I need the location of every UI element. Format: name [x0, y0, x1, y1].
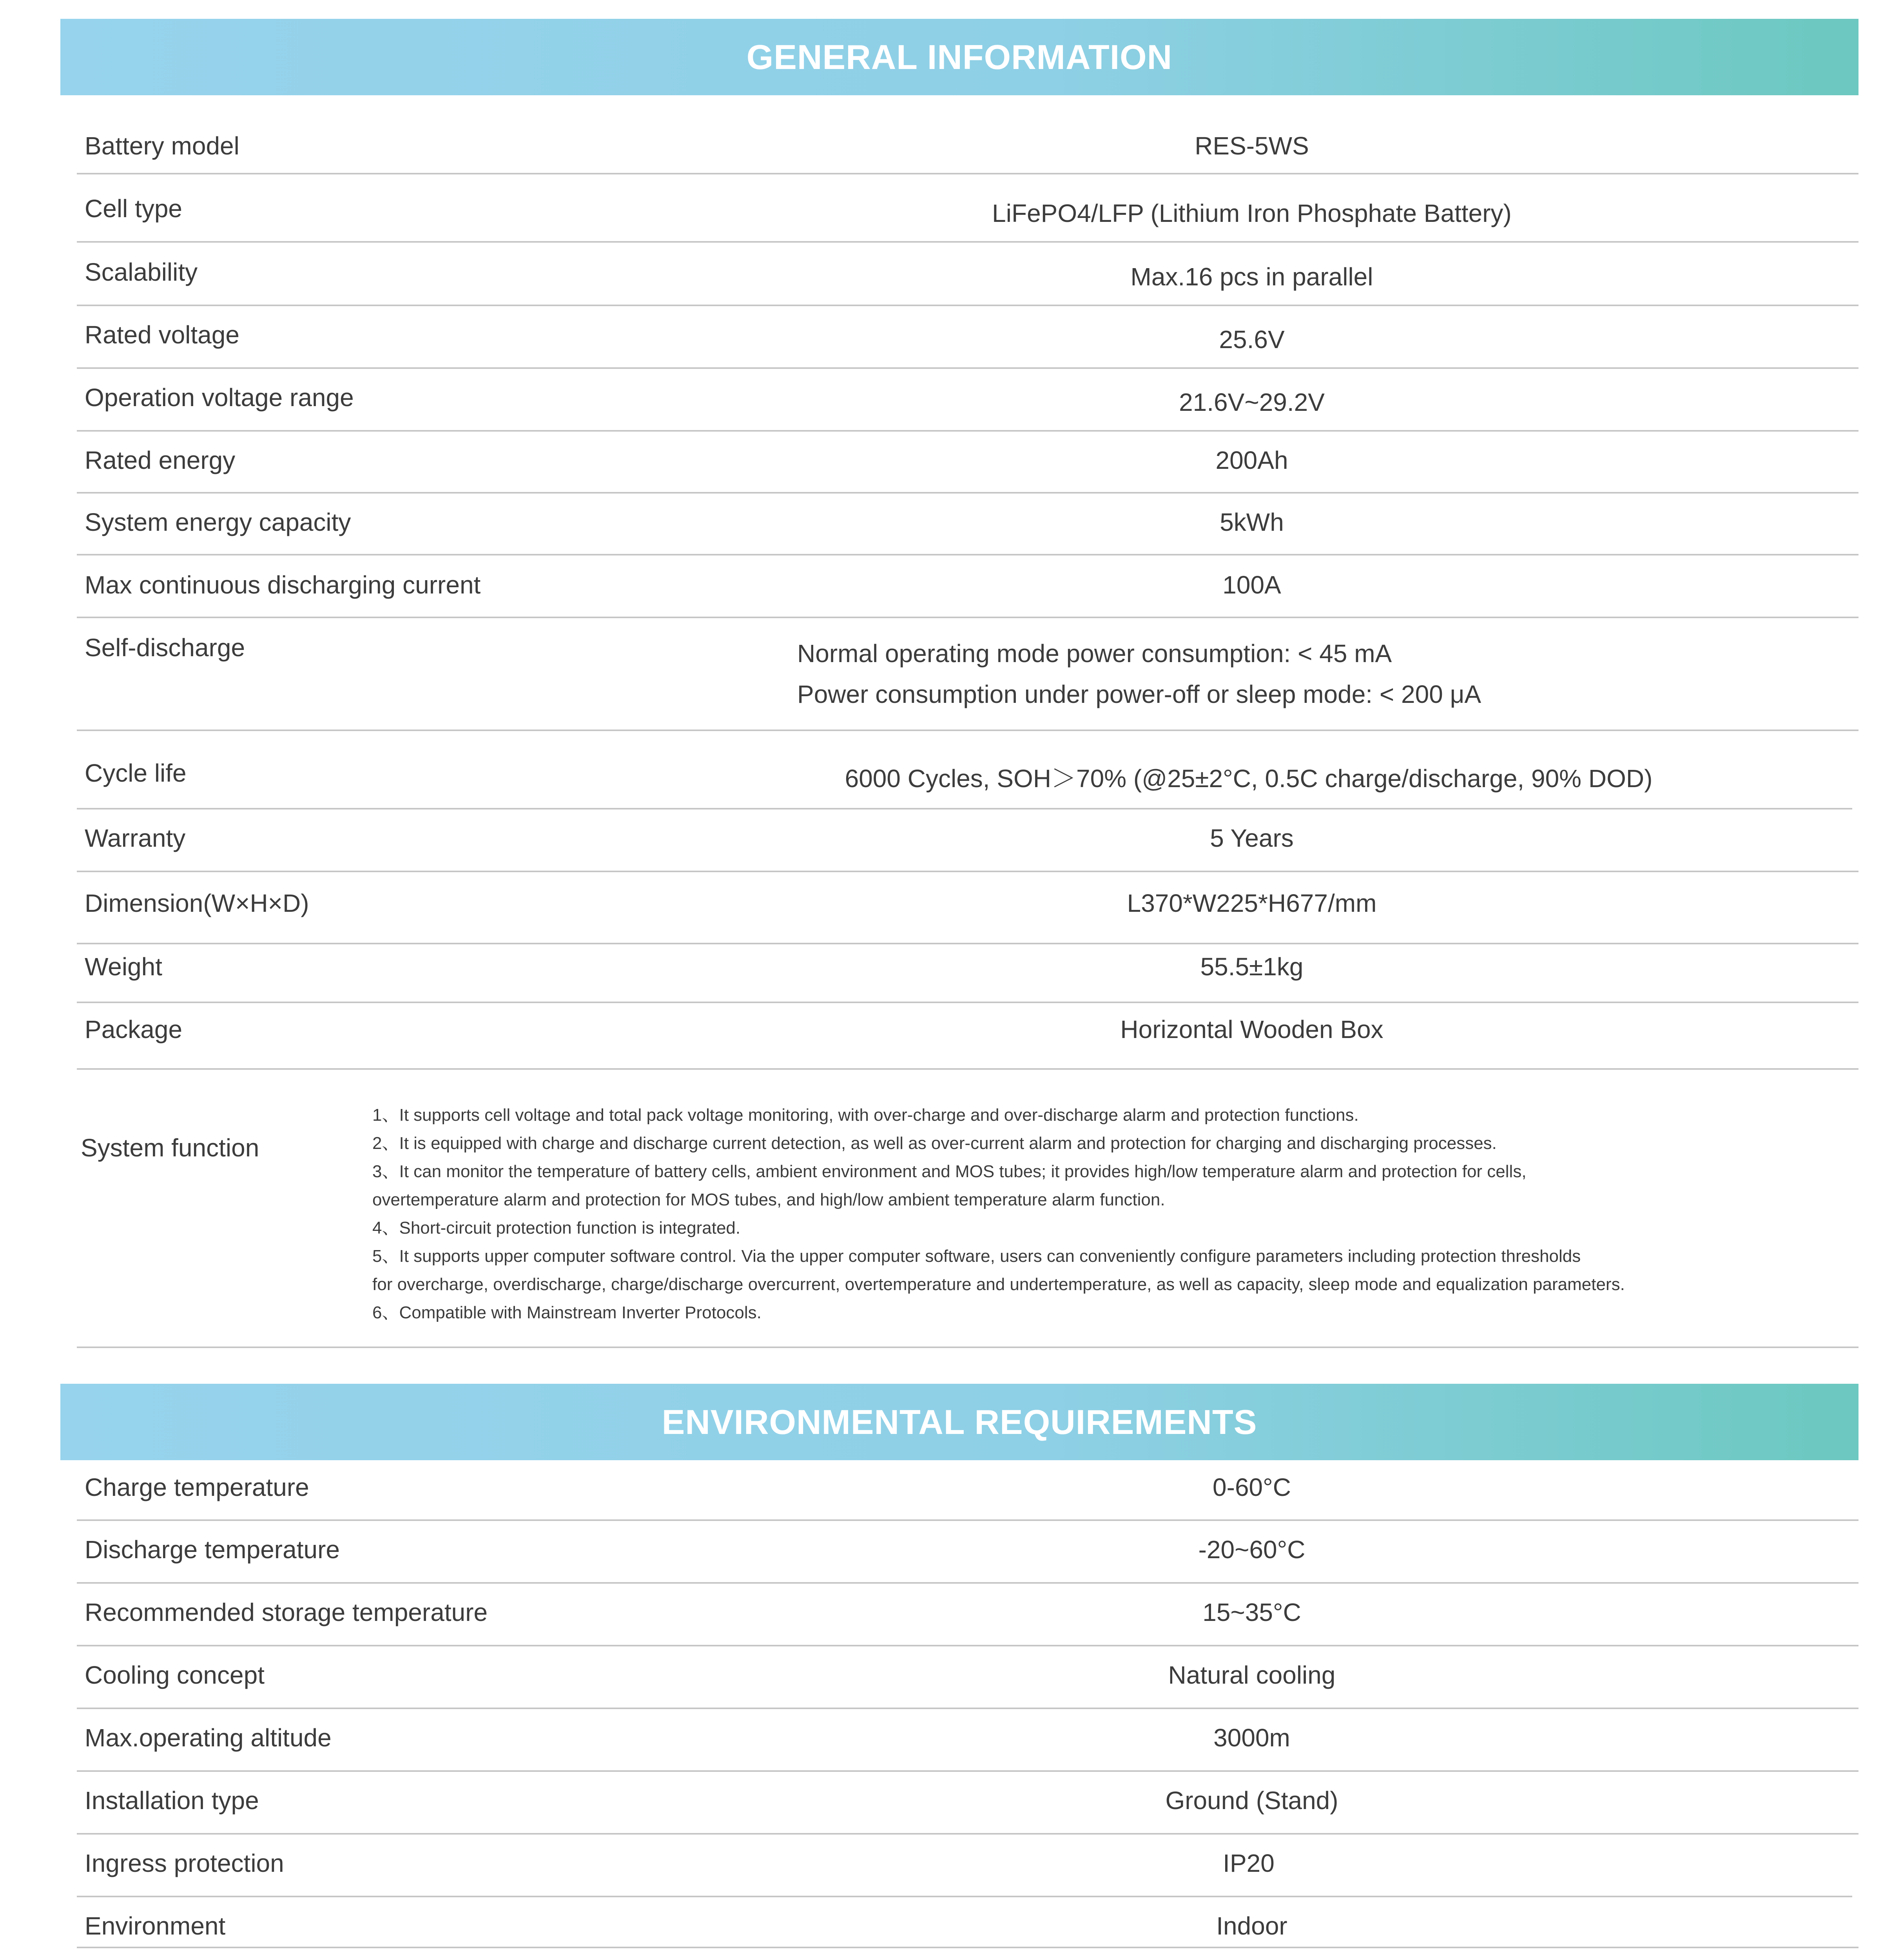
- spec-row-system-energy-capacity: [77, 494, 1858, 555]
- spec-value: 5 Years: [1210, 824, 1294, 852]
- spec-value: 100A: [1222, 571, 1281, 599]
- spec-value: 200Ah: [1215, 446, 1288, 474]
- spec-value-line: Power consumption under power-off or sleep mode: < 200 μA: [797, 680, 1481, 708]
- spec-value: RES-5WS: [1195, 132, 1309, 160]
- spec-value: -20~60°C: [1198, 1535, 1305, 1564]
- system-function-line: 5、It supports upper computer software control. Via the upper computer software, users can conveniently configure parameters including protection thresholds: [372, 1247, 1581, 1266]
- spec-value: 25.6V: [1219, 325, 1285, 354]
- spec-value: Indoor: [1216, 1912, 1287, 1940]
- spec-row-rated-voltage: [77, 306, 1858, 369]
- spec-row-cycle-life: [77, 731, 1852, 809]
- spec-row-dimension: [77, 872, 1858, 944]
- spec-label: Dimension(W×H×D): [85, 889, 309, 917]
- spec-row-system-function: [77, 1070, 1858, 1348]
- spec-row-cooling-concept: [77, 1646, 1858, 1709]
- spec-label: System energy capacity: [85, 508, 351, 536]
- spec-row-cell-type: [77, 174, 1858, 243]
- spec-label: Operation voltage range: [85, 383, 354, 412]
- spec-row-rated-energy: [77, 432, 1858, 494]
- spec-label: Warranty: [85, 824, 186, 852]
- spec-row-storage-temperature: [77, 1584, 1858, 1646]
- system-function-line: 6、Compatible with Mainstream Inverter Protocols.: [372, 1303, 762, 1322]
- spec-row-warranty: [77, 809, 1858, 872]
- spec-label: Cooling concept: [85, 1661, 265, 1689]
- system-function-line: 2、It is equipped with charge and discharge current detection, as well as over-current alarm and protection for charging and discharging processes.: [372, 1134, 1497, 1153]
- spec-row-max-discharging-current: [77, 555, 1858, 618]
- spec-value: L370*W225*H677/mm: [1127, 889, 1377, 917]
- section-header-environmental: ENVIRONMENTAL REQUIREMENTS: [60, 1384, 1858, 1460]
- system-function-line: 4、Short-circuit protection function is integrated.: [372, 1218, 741, 1238]
- spec-label: Recommended storage temperature: [85, 1598, 488, 1626]
- system-function-line: 1、It supports cell voltage and total pack voltage monitoring, with over-charge and over-discharge alarm and protection functions.: [372, 1105, 1359, 1125]
- spec-row-package: [77, 1003, 1858, 1070]
- spec-row-environment: [77, 1897, 1858, 1948]
- spec-row-self-discharge: [77, 618, 1858, 731]
- spec-label: Ingress protection: [85, 1849, 284, 1877]
- system-function-line: overtemperature alarm and protection for MOS tubes, and high/low ambient temperature alarm function.: [372, 1190, 1165, 1209]
- spec-row-battery-model: [77, 120, 1858, 174]
- spec-label: Self-discharge: [85, 633, 245, 662]
- spec-label: Discharge temperature: [85, 1535, 340, 1564]
- spec-value: IP20: [1223, 1849, 1275, 1877]
- spec-value-line: Normal operating mode power consumption: < 45 mA: [797, 639, 1392, 668]
- spec-label: Package: [85, 1015, 183, 1044]
- spec-row-max-altitude: [77, 1709, 1858, 1772]
- spec-value: 0-60°C: [1213, 1473, 1291, 1501]
- spec-value: Horizontal Wooden Box: [1120, 1015, 1383, 1044]
- spec-label: Weight: [85, 953, 163, 981]
- system-function-line: 3、It can monitor the temperature of battery cells, ambient environment and MOS tubes; it provides high/low temperature alarm and protection for cells,: [372, 1162, 1527, 1181]
- spec-value: 6000 Cycles, SOH＞70% (@25±2°C, 0.5C charge/discharge, 90% DOD): [845, 764, 1653, 793]
- spec-value: Ground (Stand): [1165, 1786, 1338, 1815]
- spec-label: Max continuous discharging current: [85, 571, 481, 599]
- spec-row-charge-temperature: [77, 1460, 1858, 1521]
- spec-label: Battery model: [85, 132, 239, 160]
- spec-value: 3000m: [1213, 1724, 1290, 1752]
- section-header-general: GENERAL INFORMATION: [60, 19, 1858, 95]
- spec-label: Rated energy: [85, 446, 236, 474]
- spec-label: Installation type: [85, 1786, 259, 1815]
- spec-label: Charge temperature: [85, 1473, 309, 1501]
- spec-label: Environment: [85, 1912, 226, 1940]
- system-function-list: [372, 1101, 1625, 1327]
- spec-row-installation-type: [77, 1772, 1858, 1835]
- spec-value: Natural cooling: [1168, 1661, 1336, 1689]
- spec-row-operation-voltage-range: [77, 369, 1858, 432]
- spec-value: 55.5±1kg: [1200, 953, 1304, 981]
- spec-value: Max.16 pcs in parallel: [1130, 263, 1373, 291]
- self-discharge-values: [797, 633, 1481, 715]
- spec-value: LiFePO4/LFP (Lithium Iron Phosphate Battery): [992, 199, 1512, 227]
- spec-row-ingress-protection: [77, 1835, 1852, 1897]
- spec-label: System function: [81, 1134, 259, 1162]
- spec-value: 21.6V~29.2V: [1179, 388, 1325, 416]
- spec-label: Cell type: [85, 194, 182, 223]
- spec-value: 15~35°C: [1202, 1598, 1301, 1626]
- spec-value: 5kWh: [1220, 508, 1284, 536]
- spec-row-scalability: [77, 243, 1858, 306]
- spec-row-weight: [77, 944, 1858, 1003]
- spec-label: Scalability: [85, 258, 198, 286]
- spec-label: Max.operating altitude: [85, 1724, 332, 1752]
- spec-label: Rated voltage: [85, 321, 239, 349]
- system-function-line: for overcharge, overdischarge, charge/discharge overcurrent, overtemperature and undertemperature, as well as capacity, sleep mode and equalization parameters.: [372, 1275, 1625, 1294]
- spec-row-discharge-temperature: [77, 1521, 1858, 1584]
- spec-label: Cycle life: [85, 759, 187, 787]
